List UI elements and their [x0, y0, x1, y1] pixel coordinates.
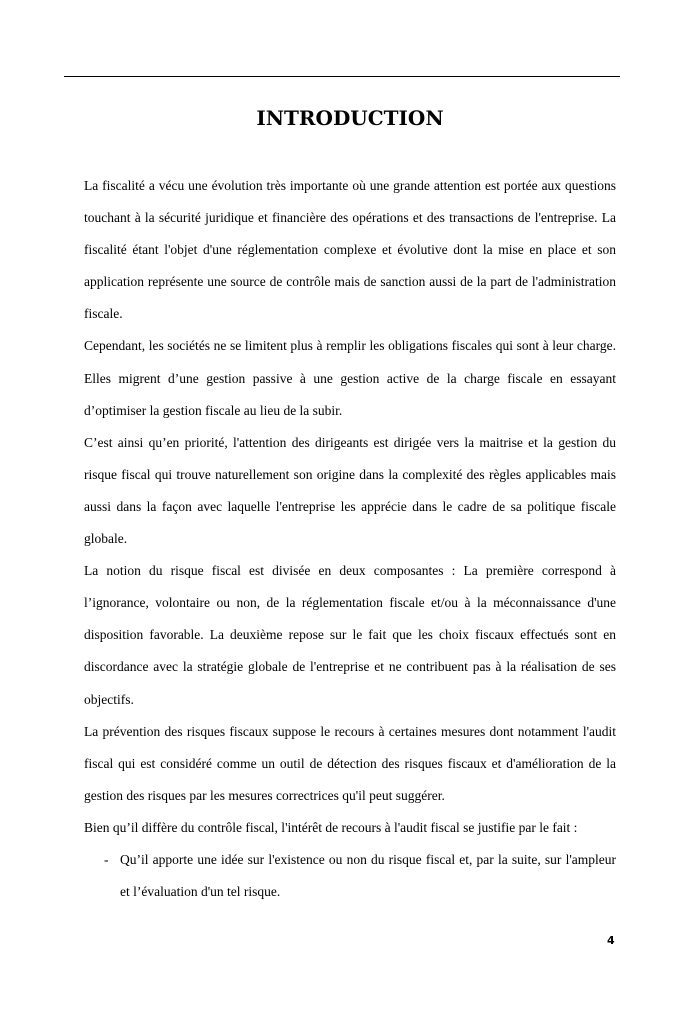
bullet-text: Qu’il apporte une idée sur l'existence ou non du risque fiscal et, par la suite, sur l'ampleur et l’évaluation d'un tel risque. [120, 851, 616, 900]
paragraph-4: La notion du risque fiscal est divisée en deux composantes : La première correspond à l’ignorance, volontaire ou non, de la réglementation fiscale et/ou à la méconnaissance d'une disposition favorable. La deuxième repose sur le fait que les choix fiscaux effectués sont en discordance avec la stratégie globale de l'entreprise et ne contribuent pas à la réalisation de ses objectifs. [84, 563, 616, 707]
paragraph-1: La fiscalité a vécu une évolution très importante où une grande attention est portée aux questions touchant à la sécurité juridique et financière des opérations et des transactions de l'entreprise. La fiscalité étant l'objet d'une réglementation complexe et évolutive dont la mise en place et son application représente une source de contrôle mais de sanction aussi de la part de l'administration fiscale. [84, 178, 616, 322]
bullet-item [84, 844, 616, 908]
body-text [84, 170, 616, 908]
paragraph-5: La prévention des risques fiscaux suppose le recours à certaines mesures dont notamment l'audit fiscal qui est considéré comme un outil de détection des risques fiscaux et d'amélioration de la gestion des risques par les mesures correctrices qu'il peut suggérer. [84, 723, 616, 803]
paragraph-6: Bien qu’il diffère du contrôle fiscal, l'intérêt de recours à l'audit fiscal se justifie par le fait : [84, 819, 578, 835]
bullet-marker: - [104, 851, 109, 867]
page-title: INTRODUCTION [256, 106, 444, 130]
paragraph-3: C’est ainsi qu’en priorité, l'attention des dirigeants est dirigée vers la maitrise et la gestion du risque fiscal qui trouve naturellement son origine dans la complexité des règles applicables mais aussi dans la façon avec laquelle l'entreprise les apprécie dans le cadre de sa politique fiscale globale. [84, 434, 616, 547]
header-rule [64, 76, 620, 77]
page-number: 4 [607, 934, 615, 947]
paragraph-2: Cependant, les sociétés ne se limitent plus à remplir les obligations fiscales qui sont à leur charge. Elles migrent d’une gestion passive à une gestion active de la charge fiscale en essayant d’optimiser la gestion fiscale au lieu de la subir. [84, 338, 616, 418]
